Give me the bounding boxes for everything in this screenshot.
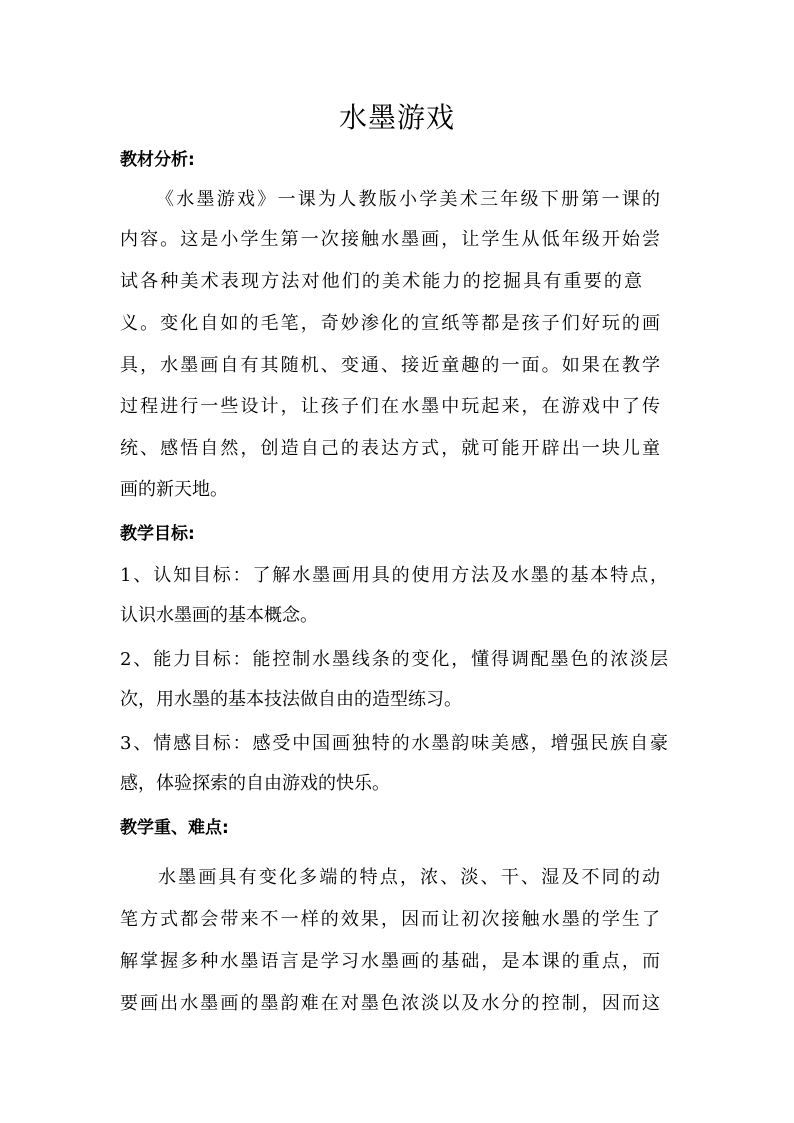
goal-line: 次，用水墨的基本技法做自由的造型练习。 — [120, 689, 462, 710]
paragraph-line: 内容。这是小学生第一次接触水墨画，让学生从低年级开始尝 — [120, 229, 660, 250]
paragraph-line: 水墨画具有变化多端的特点，浓、淡、干、湿及不同的动 — [158, 867, 660, 888]
section-heading-analysis: 教材分析: — [120, 150, 195, 170]
section-heading-key-points: 教学重、难点: — [120, 818, 229, 838]
goal-line: 3、情感目标：感受中国画独特的水墨韵味美感，增强民族自豪 — [120, 733, 668, 754]
goal-line: 认识水墨画的基本概念。 — [120, 605, 318, 626]
paragraph-line: 义。变化自如的毛笔，奇妙渗化的宣纸等都是孩子们好玩的画 — [120, 313, 660, 334]
paragraph-line: 画的新天地。 — [120, 479, 228, 500]
paragraph-line: 统、感悟自然，创造自己的表达方式，就可能开辟出一块儿童 — [120, 438, 660, 459]
paragraph-line: 要画出水墨画的墨韵难在对墨色浓淡以及水分的控制，因而这 — [120, 993, 660, 1014]
paragraph-line: 试各种美术表现方法对他们的美术能力的挖掘具有重要的意 — [120, 271, 642, 292]
goal-line: 感，体验探索的自由游戏的快乐。 — [120, 773, 390, 794]
paragraph-line: 过程进行一些设计，让孩子们在水墨中玩起来，在游戏中了传 — [120, 396, 660, 417]
paragraph-line: 具，水墨画自有其随机、变通、接近童趣的一面。如果在教学 — [120, 355, 660, 376]
goal-line: 2、能力目标：能控制水墨线条的变化，懂得调配墨色的浓淡层 — [120, 649, 668, 670]
section-heading-goals: 教学目标: — [120, 524, 195, 544]
goal-line: 1、认知目标：了解水墨画用具的使用方法及水墨的基本特点， — [120, 565, 668, 586]
document-title: 水墨游戏 — [338, 101, 455, 134]
paragraph-line: 笔方式都会带来不一样的效果，因而让初次接触水墨的学生了 — [120, 909, 660, 930]
paragraph-line: 《水墨游戏》一课为人教版小学美术三年级下册第一课的 — [156, 189, 660, 210]
paragraph-line: 解掌握多种水墨语言是学习水墨画的基础，是本课的重点，而 — [120, 951, 660, 972]
